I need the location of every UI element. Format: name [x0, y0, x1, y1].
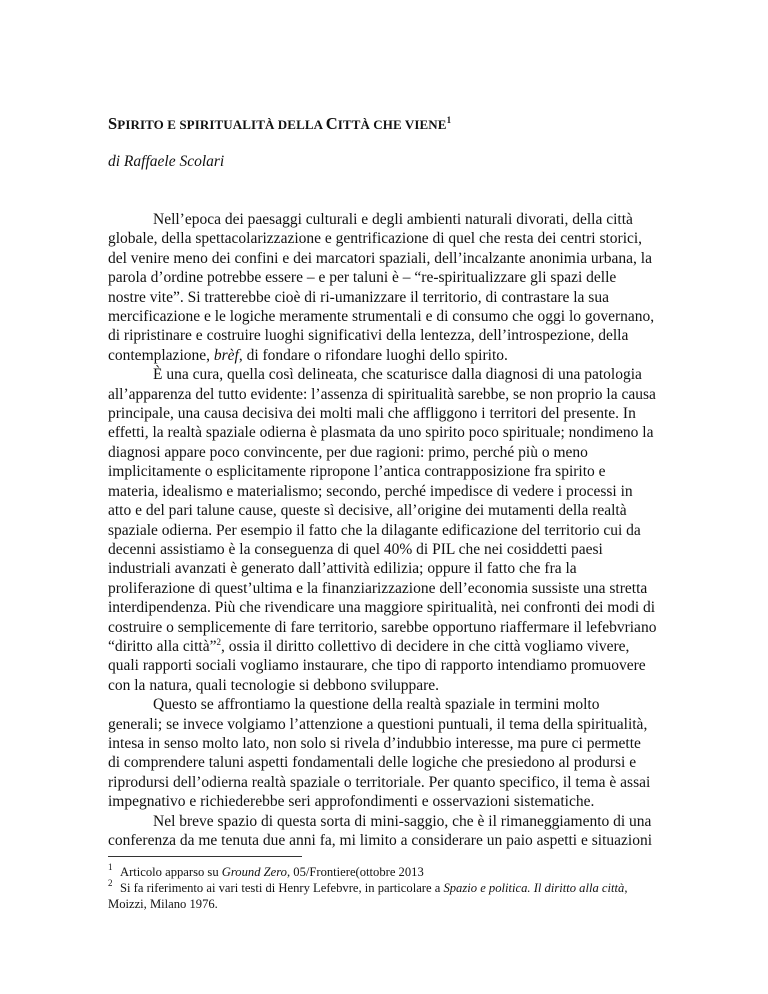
- text-run: È una cura, quella così delineata, che scaturisce dalla diagnosi di una patologia: [153, 366, 642, 384]
- italic-text: brèf: [213, 346, 239, 364]
- text-run: Si fa riferimento ai vari testi di Henry Lefebvre, in particolare a: [120, 881, 444, 895]
- text-run: , ossia il diritto collettivo di decidere in che città vogliamo vivere,: [220, 637, 630, 655]
- paragraph-2-line: [108, 656, 658, 675]
- text-run: riprodursi dell’odierna realtà spaziale o territoriale. Per quanto specifico, il tema è assai: [108, 773, 651, 791]
- paragraph-2-line: [108, 676, 658, 695]
- paragraph-3-line: [108, 695, 658, 714]
- paragraph-1-line: [108, 326, 658, 345]
- text-run: all’apparenza del tutto evidente: l’assenza di spiritualità sarebbe, se non proprio la causa: [108, 385, 656, 403]
- text-run: interdipendenza. Più che rivendicare una maggiore spiritualità, nei confronti dei modi di: [108, 599, 656, 617]
- text-run: generali; se invece volgiamo l’attenzione a questioni puntuali, il tema della spiritualità,: [108, 715, 648, 733]
- text-run: Nel breve spazio di questa sorta di mini-saggio, che è il rimaneggiamento di una: [153, 812, 652, 830]
- paragraph-2-line: [108, 598, 658, 617]
- paragraph-1-line: [108, 288, 658, 307]
- text-run: “diritto alla città”: [108, 637, 217, 655]
- text-run: Nell’epoca dei paesaggi culturali e degli ambienti naturali divorati, della città: [153, 211, 633, 228]
- footnote-ref[interactable]: 2: [216, 636, 221, 647]
- paragraph-2-line: [108, 540, 658, 559]
- text-run: atto e del pari talune cause, queste sì decisive, all’origine dei mutamenti della realtà: [108, 502, 627, 520]
- footnote-2: [108, 896, 668, 912]
- paragraph-2-line: [108, 443, 658, 462]
- text-run: , 05/Frontiere(ottobre 2013: [286, 865, 424, 879]
- paragraph-2-line: [108, 385, 658, 404]
- paragraph-2-line: [108, 404, 658, 423]
- text-run: impegnativo e richiederebbe seri approfondimenti e osservazioni sistematiche.: [108, 793, 595, 811]
- footnote-ref-1[interactable]: 1: [446, 115, 452, 125]
- paragraph-2-line: [108, 423, 658, 442]
- paragraph-2-line: [108, 521, 658, 540]
- text-run: industriali avanzati è generato dall’attività edilizia; oppure il fatto che fra la: [108, 560, 577, 578]
- paragraph-1-line: [108, 268, 658, 287]
- text-run: costruire o semplicemente di fare territorio, sarebbe opportuno riaffermare il lefebvriano: [108, 618, 657, 636]
- text-run: contemplazione,: [108, 346, 214, 364]
- italic-text: Spazio e politica. Il diritto alla città: [443, 881, 625, 895]
- article-body: [108, 210, 658, 850]
- footnote-2: $^2$ Si fa riferimento ai vari testi di Henry Lefebvre, in particolare a Spazio e politica. Il diritto alla città,: [108, 878, 628, 895]
- text-run: decenni assistiamo è la conseguenza di quel 40% di PIL che nei cosiddetti paesi: [108, 540, 603, 558]
- paragraph-1-line: [108, 229, 658, 248]
- footnote-1: $^1$ Articolo apparso su Ground Zero, 05/Frontiere(ottobre 2013: [108, 862, 424, 879]
- text-run: di ripristinare e costruire luoghi significativi della lentezza, dell’introspezione, della: [108, 327, 629, 345]
- text-run: materia, idealismo e materialismo; secondo, perché impedisce di vedere i processi in: [108, 482, 633, 500]
- paragraph-2-line: [108, 618, 658, 637]
- paragraph-1-line: [108, 346, 658, 365]
- text-run: implicitamente o esplicitamente ripropone l’antica contrapposizione fra spirito e: [108, 463, 606, 481]
- paragraph-3-line: [108, 753, 658, 772]
- paragraph-3-line: [108, 792, 658, 811]
- text-run: effetti, la realtà spaziale odierna è plasmata da uno spirito poco spirituale; nondimeno la: [108, 424, 654, 442]
- paragraph-1-line: [108, 249, 658, 268]
- paragraph-3-line: [108, 715, 658, 734]
- paragraph-2-line: [108, 637, 658, 656]
- text-run: conferenza da me tenuta due anni fa, mi limito a considerare un paio aspetti e situazioni: [108, 832, 653, 849]
- text-run: parola d’ordine potrebbe essere – e per taluni è – “re-spiritualizzare gli spazi delle: [108, 269, 617, 287]
- text-run: ,: [624, 881, 628, 895]
- text-run: del venire meno dei confini e dei marcatori spaziali, dell’incalzante anonimia urbana, la: [108, 249, 652, 267]
- paragraph-4-line: [108, 812, 658, 831]
- text-run: principale, una causa decisiva dei molti mali che affliggono i territori del presente. In: [108, 405, 636, 423]
- paragraph-2-line: [108, 501, 658, 520]
- paragraph-2-line: [108, 559, 658, 578]
- paragraph-2-line: [108, 462, 658, 481]
- text-run: globale, della spettacolarizzazione e gentrificazione di quel che resta dei centri storici,: [108, 230, 643, 248]
- paragraph-2-line: [108, 482, 658, 501]
- paragraph-1-line: [108, 307, 658, 326]
- author-line: di Raffaele Scolari: [108, 153, 225, 170]
- footnote-separator: [108, 856, 302, 857]
- paragraph-3-line: [108, 773, 658, 792]
- paragraph-2-line: [108, 365, 658, 384]
- text-run: di comprendere taluni aspetti fondamentali delle logiche che presiedono al prodursi e: [108, 754, 637, 772]
- text-run: , di fondare o rifondare luoghi dello spirito.: [238, 346, 508, 364]
- paragraph-3-line: [108, 734, 658, 753]
- paragraph-2-line: [108, 579, 658, 598]
- text-run: mercificazione e le logiche meramente strumentali e di consumo che oggi lo governano,: [108, 308, 655, 326]
- article-title: SPIRITO E SPIRITUALITÀ DELLA CITTÀ CHE VIENE$^1$: [108, 114, 452, 133]
- text-run: quali rapporti sociali vogliamo instaurare, che tipo di rapporto intendiamo promuovere: [108, 657, 646, 675]
- paragraph-1-line: [108, 210, 658, 229]
- text-run: Articolo apparso su: [120, 865, 222, 879]
- footnotes: [108, 864, 668, 912]
- text-run: Moizzi, Milano 1976.: [108, 897, 218, 911]
- text-run: proliferazione di quest’ultima e la finanziarizzazione dell’economia sussiste una stretta: [108, 579, 648, 597]
- text-run: nostre vite”. Si tratterebbe cioè di ri-umanizzare il territorio, di contrastare la sua: [108, 288, 609, 306]
- text-run: intesa in senso molto lato, non solo si rivela d’indubbio interesse, ma pure ci permette: [108, 734, 641, 752]
- paragraph-4-line: [108, 831, 658, 850]
- text-run: con la natura, quali tecnologie si debbono sviluppare.: [108, 676, 440, 694]
- text-run: Questo se affrontiamo la questione della realtà spaziale in termini molto: [153, 696, 600, 714]
- text-run: diagnosi appare poco convincente, per due ragioni: primo, perché più o meno: [108, 443, 588, 461]
- text-run: spaziale odierna. Per esempio il fatto che la dilagante edificazione del territorio cui da: [108, 521, 641, 539]
- italic-text: Ground Zero: [221, 865, 287, 879]
